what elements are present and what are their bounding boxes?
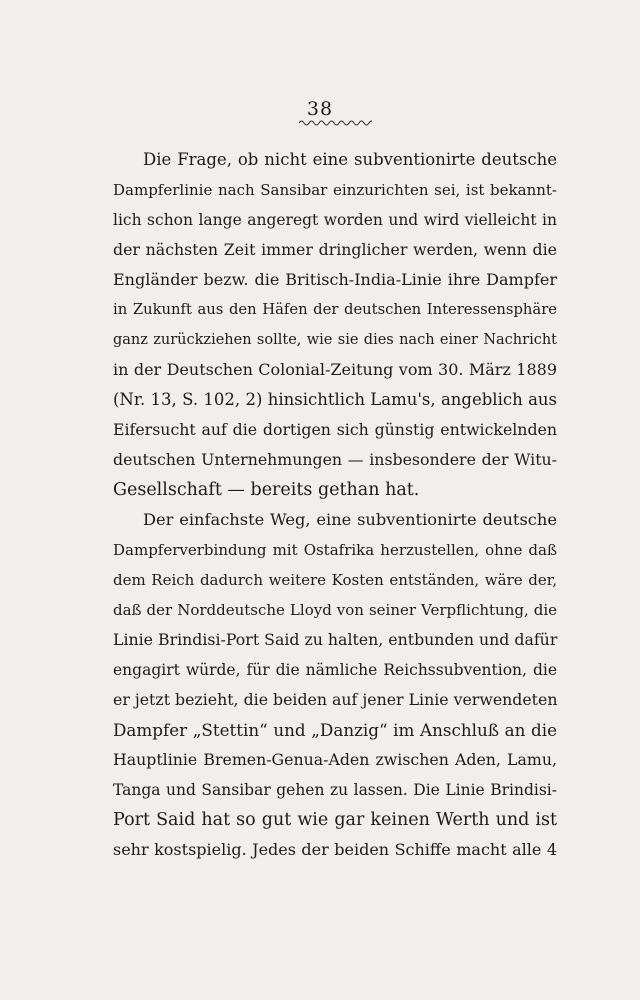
text-line: dem Reich dadurch weitere Kosten entständen, wäre der, xyxy=(113,571,557,589)
text-line: Engländer bezw. die Britisch-India-Linie ihre Dampfer xyxy=(113,270,557,289)
text-line: Port Said hat so gut wie gar keinen Werth und ist xyxy=(113,810,557,830)
text-line: in Zukunft aus den Häfen der deutschen Interessensphäre xyxy=(113,301,557,318)
text-line: ganz zurückziehen sollte, wie sie dies nach einer Nachricht xyxy=(113,332,557,348)
text-line: Dampferverbindung mit Ostafrika herzustellen, ohne daß xyxy=(113,541,557,559)
text-line: Hauptlinie Bremen-Genua-Aden zwischen Aden, Lamu, xyxy=(113,750,557,769)
text-line: deutschen Unternehmungen — insbesondere der Witu- xyxy=(113,450,557,469)
page-number: 38 xyxy=(306,98,334,120)
text-line: daß der Norddeutsche Lloyd von seiner Verpflichtung, die xyxy=(113,601,557,619)
text-line: Gesellschaft — bereits gethan hat. xyxy=(113,480,420,500)
text-line: der nächsten Zeit immer dringlicher werden, wenn die xyxy=(113,240,557,259)
text-line: er jetzt bezieht, die beiden auf jener Linie verwendeten xyxy=(113,690,558,709)
text-line: Dampfer „Stettin“ und „Danzig“ im Anschluß an die xyxy=(113,720,557,740)
text-line: Tanga und Sansibar gehen zu lassen. Die Linie Brindisi- xyxy=(113,781,557,799)
text-line: Der einfachste Weg, eine subventionirte deutsche xyxy=(143,510,557,529)
text-line: Dampferlinie nach Sansibar einzurichten sei, ist bekannt- xyxy=(113,181,557,199)
text-line: engagirt würde, für die nämliche Reichssubvention, die xyxy=(113,661,557,679)
text-line: (Nr. 13, S. 102, 2) hinsichtlich Lamu's, angeblich aus xyxy=(113,390,557,409)
text-line: in der Deutschen Colonial-Zeitung vom 30. März 1889 xyxy=(113,360,557,379)
text-line: Linie Brindisi-Port Said zu halten, entbunden und dafür xyxy=(113,630,558,649)
text-line: Die Frage, ob nicht eine subventionirte deutsche xyxy=(143,150,557,169)
wave-ornament xyxy=(298,118,372,128)
text-line: lich schon lange angeregt worden und wird vielleicht in xyxy=(113,211,557,229)
text-line: Eifersucht auf die dortigen sich günstig entwickelnden xyxy=(113,420,557,439)
text-line: sehr kostspielig. Jedes der beiden Schiffe macht alle 4 xyxy=(113,840,557,859)
